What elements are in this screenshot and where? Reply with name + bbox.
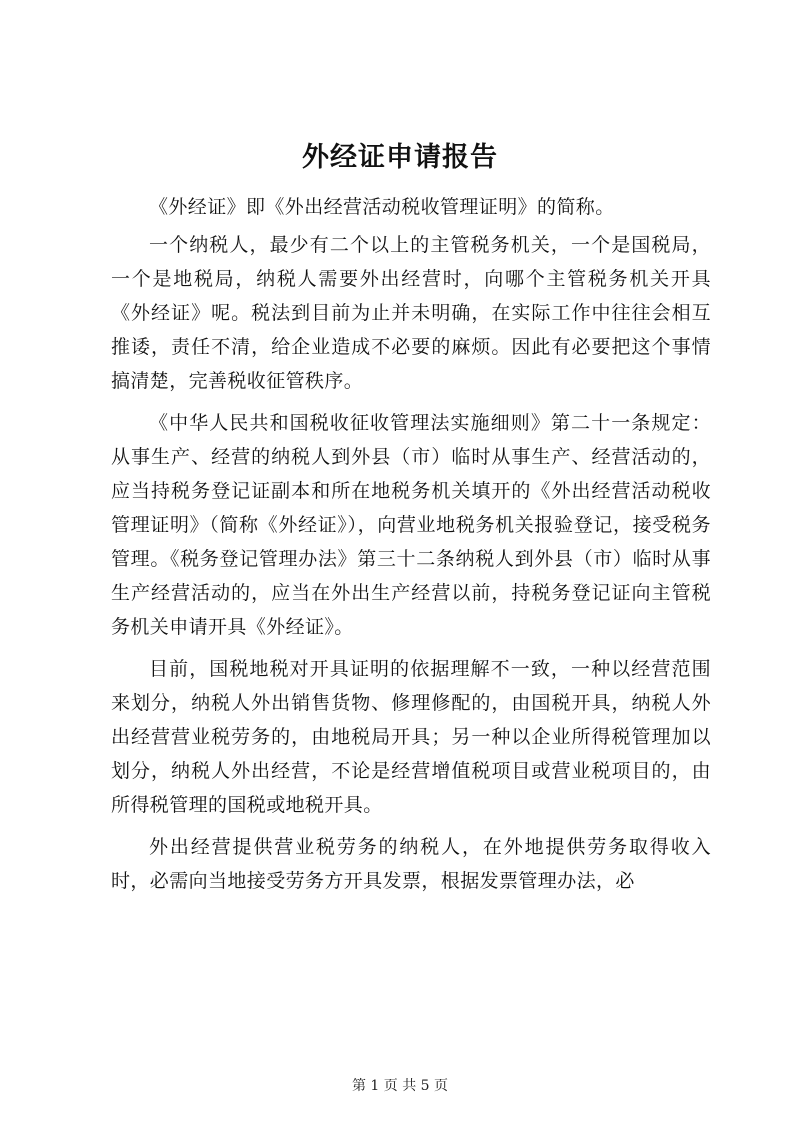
document-title: 外经证申请报告 bbox=[302, 142, 498, 173]
paragraph-regulations: 《中华人民共和国税收征收管理法实施细则》第二十一条规定：从事生产、经营的纳税人到外县（市）临时从事生产、经营活动的，应当持税务登记证副本和所在地税务机关填开的《外出经营活动税收管理证明》（简称《外经证》），向营业地税务机关报验登记，接受税务管理。《税务登记管理办法》第三十二条纳税人到外县（市）临时从事生产经营活动的，应当在外出生产经营以前，持税务登记证向主管税务机关申请开具《外经证》。 bbox=[111, 412, 711, 638]
paragraph-definition: 《外经证》即《外出经营活动税收管理证明》的简称。 bbox=[149, 196, 615, 218]
document-body bbox=[111, 190, 711, 906]
paragraph-current-practice: 目前，国税地税对开具证明的依据理解不一致，一种以经营范围来划分，纳税人外出销售货物、修理修配的，由国税开具，纳税人外出经营营业税劳务的，由地税局开具；另一种以企业所得税管理加以划分，纳税人外出经营，不论是经营增值税项目或营业税项目的，由所得税管理的国税或地税开具。 bbox=[111, 658, 711, 816]
paragraph-background: 一个纳税人，最少有二个以上的主管税务机关，一个是国税局，一个是地税局，纳税人需要外出经营时，向哪个主管税务机关开具《外经证》呢。税法到目前为止并未明确，在实际工作中往往会相互推诿，责任不清，给企业造成不必要的麻烦。因此有必要把这个事情搞清楚，完善税收征管秩序。 bbox=[111, 234, 711, 392]
page-number: 第 1 页 共 5 页 bbox=[351, 1078, 449, 1094]
paragraph-invoice: 外出经营提供营业税劳务的纳税人，在外地提供劳务取得收入时，必需向当地接受劳务方开具发票，根据发票管理办法，必 bbox=[111, 836, 711, 892]
